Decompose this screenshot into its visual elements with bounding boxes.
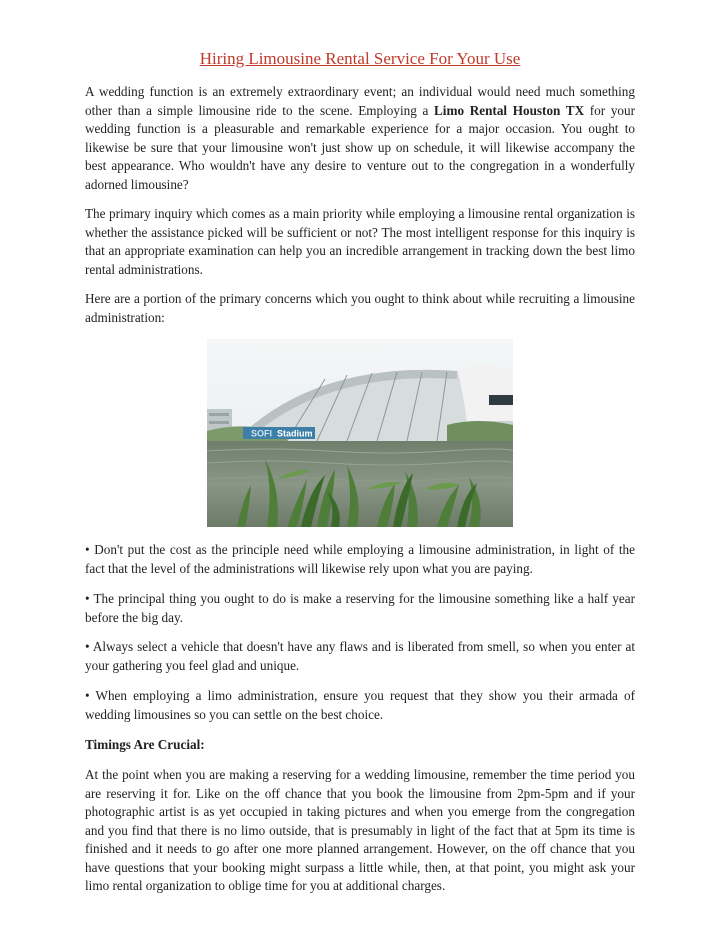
section-heading: Timings Are Crucial: (85, 737, 205, 752)
stadium-sign-stadium: Stadium (277, 428, 313, 439)
bullet-item: • The principal thing you ought to do is make a reserving for the limousine something like a half year before the big day. (85, 591, 635, 625)
concerns-intro-paragraph: Here are a portion of the primary concerns which you ought to think about while recruiting a limousine administration: (85, 291, 635, 325)
intro-paragraph (85, 83, 635, 194)
section-paragraph: At the point when you are making a reserving for a wedding limousine, remember the time period you are reserving it for. Like on the off chance that you book the limousine from 2pm-5pm and if your photographic artist is as yet occupied in taking pictures and when you emerge from the congregation and you find that there is no limo outside, that is presumably in light of the fact that at 5pm its time is finished and it needs to go after one more planned arrangement. However, on the off chance that you have questions that your booking might surpass a little while, then, at that point, you might ask your limo rental organization to oblige time for you at additional charges. (85, 767, 635, 893)
document-title: Hiring Limousine Rental Service For Your Use (199, 49, 521, 68)
stadium-photo-graphic (207, 339, 513, 527)
intro-text-end: for your wedding function is a pleasurable and remarkable experience for a major occasion. You ought to likewise be sure that your limousine won't just show up on schedule, it will likewise accompany the best appearance. Who wouldn't have any desire to venture out to the congregation in a wonderfully adorned limousine? (85, 102, 635, 192)
stadium-sign-sofi: SOFI (251, 428, 273, 439)
bullet-item: • Don't put the cost as the principle need while employing a limousine administration, in light of the fact that the level of the administrations will likewise rely upon what you are paying. (85, 542, 635, 576)
bullet-item: • When employing a limo administration, ensure you request that they show you their armada of wedding limousines so you can settle on the best choice. (85, 688, 635, 722)
intro-keyword: Limo Rental Houston TX (434, 102, 585, 118)
bullet-item: • Always select a vehicle that doesn't have any flaws and is liberated from smell, so when you enter at your gathering you feel glad and unique. (85, 639, 635, 673)
intro-text-start: A wedding function is an extremely extraordinary event; an individual would need much something other than a simple limousine ride to the scene. Employing a (85, 84, 635, 118)
stadium-photo (207, 339, 513, 527)
inquiry-paragraph: The primary inquiry which comes as a main priority while employing a limousine rental organization is whether the assistance picked will be sufficient or not? The most intelligent response for this inquiry is that an appropriate examination can help you an incredible arrangement in tracking down the best limo rental administrations. (85, 206, 635, 277)
